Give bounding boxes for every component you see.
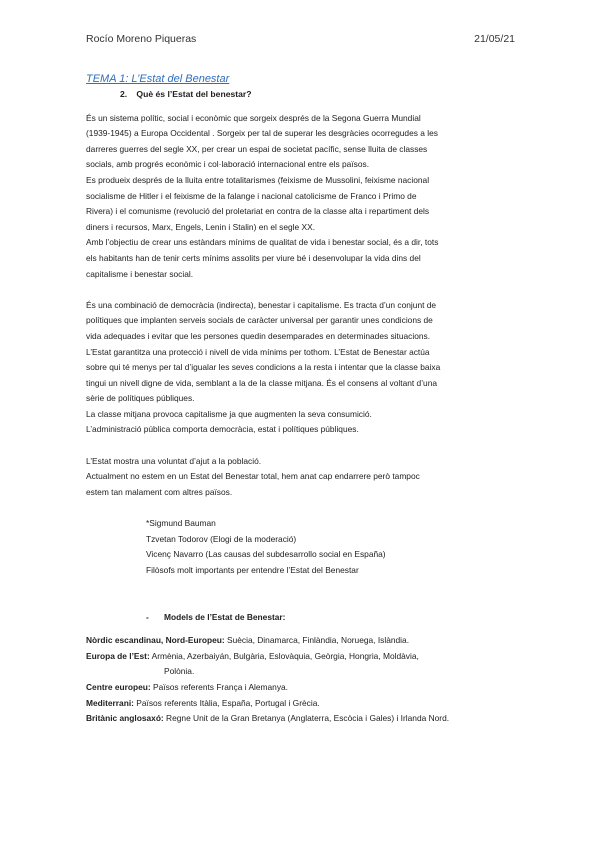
models-heading-text: Models de l’Estat de Benestar: [164, 611, 286, 622]
header-author: Rocío Moreno Piqueras [86, 33, 197, 45]
text-line: Es produeix després de la lluita entre totalitarismes (feixisme de Mussolini, feixisme nacional [86, 174, 430, 185]
text-line: (1939-1945) a Europa Occidental . Sorgeix per tal de superar les desgràcies ocorregudes a les [86, 128, 438, 139]
question-number: 2. [120, 89, 128, 99]
topic-title: TEMA 1: L’Estat del Benestar [86, 73, 230, 85]
model-label: Mediterrani: [86, 697, 134, 708]
model-text: Armènia, Azerbaiyán, Bulgària, Eslovàquia, Geòrgia, Hongria, Moldàvia, [149, 650, 419, 661]
philosopher-line: *Sigmund Bauman [146, 518, 216, 529]
text-line: capitalisme i benestar social. [86, 268, 194, 279]
models-list [86, 633, 516, 727]
model-text: Països referents França i Alemanya. [150, 681, 289, 692]
model-text-continued: Polònia. [164, 666, 195, 677]
text-line: sobre qui té menys per tal d’igualar les seves condicions a la resta i intentar que la classe baixa [86, 362, 441, 373]
philosopher-line: Filòsofs molt importants per entendre l’Estat del Benestar [146, 564, 359, 575]
question-text: Què és l’Estat del benestar? [136, 89, 252, 99]
model-item [86, 649, 516, 680]
model-text: Suècia, Dinamarca, Finlàndia, Noruega, Islàndia. [224, 635, 410, 646]
header-date: 21/05/21 [474, 33, 515, 45]
model-item [86, 696, 516, 712]
text-line: L’Estat garantitza una protecció i nivell de vida mínims per tothom. L’Estat de Benestar actúa [86, 346, 430, 357]
text-line: sèrie de polítiques públiques. [86, 393, 195, 404]
document-body [86, 72, 516, 727]
text-line: els habitants han de tenir certs mínims assolits per viure bé i desenvolupar la vida dins del [86, 252, 421, 263]
text-line: Amb l’objectiu de crear uns estàndars mínims de qualitat de vida i benestar social, és a dir, tots [86, 237, 439, 248]
text-line: socialisme de Hitler i el feixisme de la falange i nacional catolicisme de Franco i Primo de [86, 190, 417, 201]
text-line: vida adequades i evitar que les persones quedin desemparades en determinades situacions. [86, 330, 431, 341]
text-line: La classe mitjana provoca capitalisme ja que augmenten la seva consumició. [86, 408, 372, 419]
text-line: diners i recursos, Marx, Engels, Lenin i Stalin) en el segle XX. [86, 221, 316, 232]
text-line: És una combinació de democràcia (indirecta), benestar i capitalisme. Es tracta d’un conjunt de [86, 299, 437, 310]
text-line: Rivera) i el comunisme (revolució del proletariat en contra de la classe alta i repartiment dels [86, 206, 430, 217]
model-label: Nòrdic escandinau, Nord-Europeu: [86, 635, 225, 646]
model-item [86, 711, 516, 727]
text-line: tingui un nivell digne de vida, semblant a la de la classe mitjana. És el consens al voltant d’una [86, 377, 438, 388]
model-item [86, 680, 516, 696]
paragraph-3 [86, 454, 516, 501]
text-line: L’Estat mostra una voluntat d’ajut a la població. [86, 455, 262, 466]
text-line: L’administració pública comporta democràcia, estat i polítiques públiques. [86, 424, 359, 435]
paragraph-1 [86, 111, 516, 283]
text-line: polítiques que implanten serveis socials de caràcter universal per garantir unes condicions de [86, 315, 433, 326]
question-heading [120, 87, 516, 103]
model-text: Regne Unit de la Gran Bretanya (Anglaterra, Escòcia i Gales) i Irlanda Nord. [163, 713, 450, 724]
philosophers-list [146, 516, 516, 578]
model-item [86, 633, 516, 649]
models-dash: - [146, 611, 149, 622]
philosopher-line: Vicenç Navarro (Las causas del subdesarrollo social en España) [146, 549, 386, 560]
model-label: Centre europeu: [86, 681, 151, 692]
models-heading [146, 610, 516, 626]
paragraph-2 [86, 298, 516, 438]
model-text: Països referents Itàlia, España, Portugal i Grècia. [133, 697, 320, 708]
text-line: socials, amb progrés econòmic i col·laboració internacional entre els països. [86, 159, 370, 170]
text-line: estem tan malament com altres països. [86, 486, 233, 497]
text-line: Actualment no estem en un Estat del Benestar total, hem anat cap endarrere però tampoc [86, 471, 420, 482]
text-line: darreres guerres del segle XX, per crear un espai de societat pacífic, sense lluita de classes [86, 143, 428, 154]
philosopher-line: Tzvetan Todorov (Elogi de la moderació) [146, 533, 297, 544]
model-label: Britànic anglosaxó: [86, 713, 164, 724]
model-label: Europa de l’Est: [86, 650, 150, 661]
text-line: És un sistema polític, social i econòmic que sorgeix després de la Segona Guerra Mundial [86, 112, 421, 123]
